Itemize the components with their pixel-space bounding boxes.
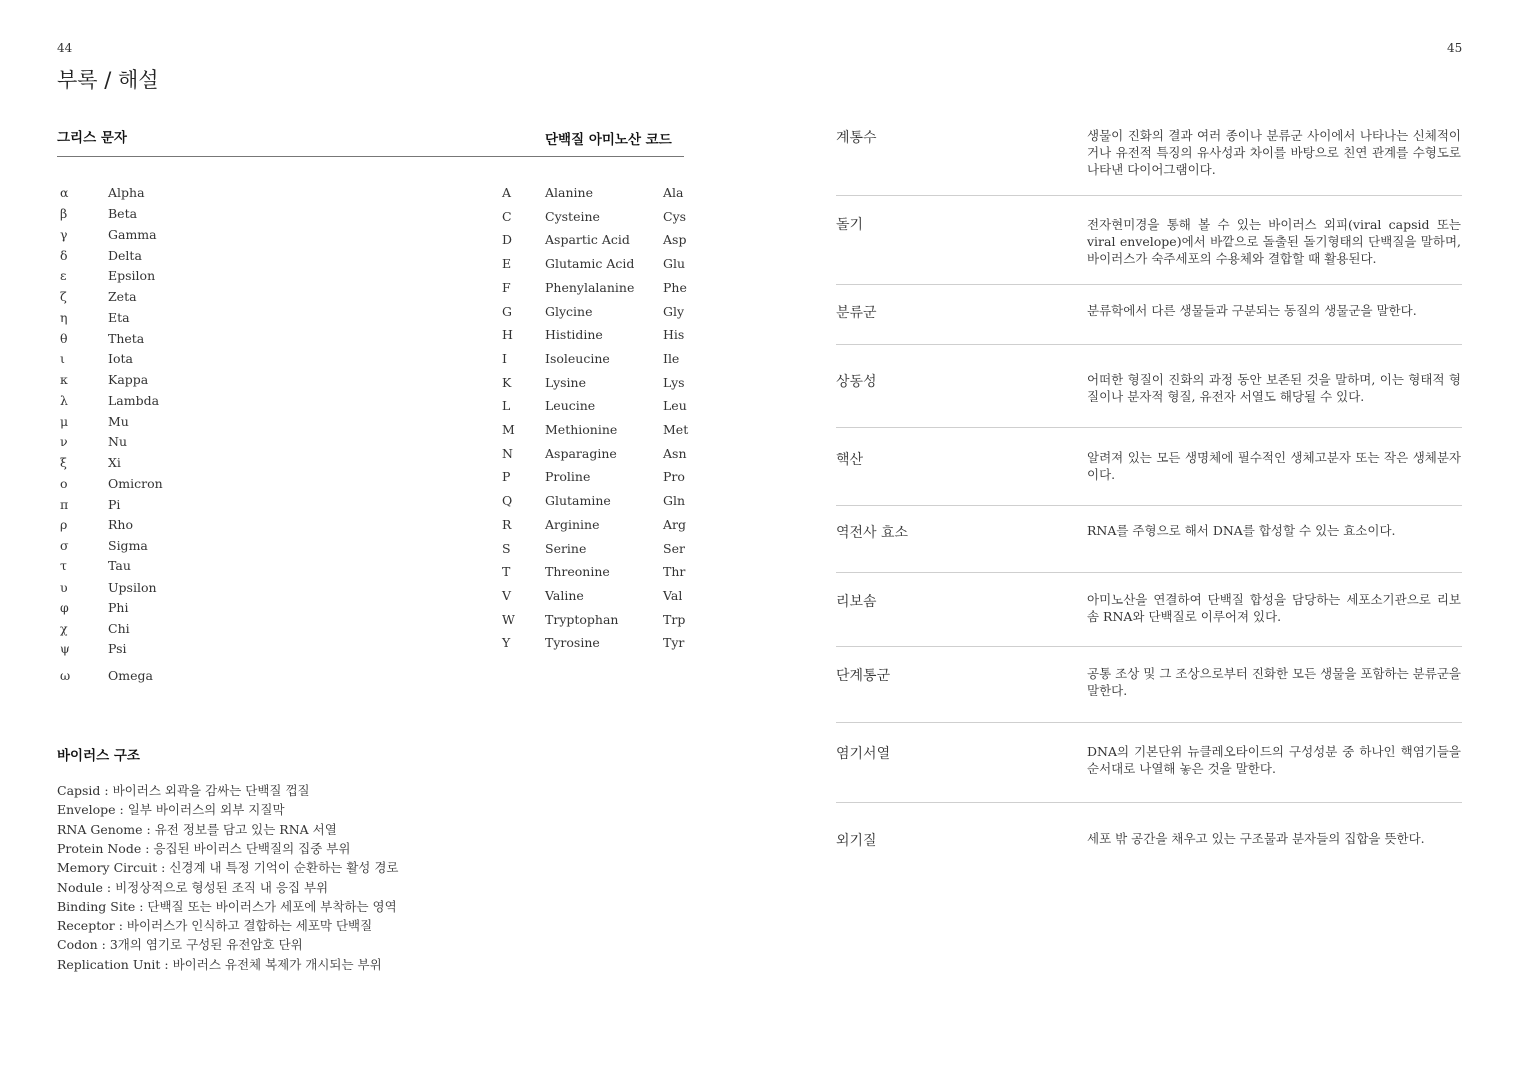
- amino-letter: S: [502, 540, 511, 556]
- amino-code: Pro: [663, 469, 685, 485]
- amino-name: Methionine: [545, 422, 618, 437]
- glossary-separator: [836, 344, 1462, 345]
- greek-symbol: δ: [60, 248, 68, 263]
- amino-letter: H: [502, 327, 513, 343]
- amino-letter: I: [502, 350, 507, 366]
- glossary-term: 외기질: [836, 833, 877, 849]
- greek-name: Kappa: [108, 372, 149, 387]
- greek-letters-heading: 그리스 문자: [57, 130, 127, 146]
- greek-symbol: κ: [60, 372, 68, 387]
- virus-structure-item: Capsid : 바이러스 외곽을 감싸는 단백질 껍질: [57, 783, 310, 798]
- greek-name: Xi: [108, 455, 121, 470]
- virus-structure-heading: 바이러스 구조: [57, 748, 140, 764]
- virus-structure-item: Nodule : 비정상적으로 형성된 조직 내 응집 부위: [57, 879, 329, 895]
- amino-name: Arginine: [545, 516, 600, 532]
- glossary-term: 분류군: [836, 305, 877, 321]
- glossary-term: 염기서열: [836, 746, 891, 762]
- virus-structure-item: Codon : 3개의 염기로 구성된 유전암호 단위: [57, 937, 303, 953]
- greek-name: Sigma: [108, 538, 148, 553]
- glossary-definition: 세포 밖 공간을 채우고 있는 구조물과 분자들의 집합을 뜻한다.: [1087, 831, 1425, 846]
- amino-name: Serine: [545, 540, 587, 556]
- virus-structure-item: Receptor : 바이러스가 인식하고 결합하는 세포막 단백질: [57, 918, 373, 934]
- amino-code: Ser: [663, 540, 685, 556]
- greek-symbol: ψ: [60, 641, 70, 656]
- greek-name: Rho: [108, 517, 133, 532]
- greek-symbol: ξ: [60, 455, 67, 470]
- greek-name: Eta: [108, 310, 130, 325]
- page-title: 부록 / 해설: [57, 68, 159, 92]
- greek-symbol: α: [60, 185, 69, 200]
- amino-code: His: [663, 327, 685, 343]
- amino-code: Ile: [663, 350, 680, 366]
- greek-symbol: β: [60, 206, 68, 221]
- amino-name: Isoleucine: [545, 350, 610, 366]
- amino-name: Alanine: [545, 185, 593, 200]
- glossary-term: 단계통군: [836, 668, 891, 684]
- amino-name: Glutamic Acid: [545, 256, 635, 272]
- greek-symbol: τ: [60, 558, 67, 573]
- glossary-term: 역전사 효소: [836, 525, 909, 541]
- glossary-term: 리보솜: [836, 594, 877, 610]
- amino-letter: V: [502, 587, 512, 603]
- amino-name: Asparagine: [545, 445, 617, 461]
- amino-letter: W: [502, 611, 515, 627]
- amino-letter: K: [502, 374, 512, 390]
- glossary-separator: [836, 284, 1462, 285]
- greek-name: Tau: [108, 558, 131, 573]
- amino-letter: T: [502, 564, 511, 580]
- greek-name: Lambda: [108, 393, 160, 408]
- greek-symbol: μ: [60, 414, 69, 429]
- amino-code: Gly: [663, 303, 685, 319]
- greek-name: Phi: [108, 600, 129, 615]
- greek-symbol: ν: [60, 434, 68, 449]
- greek-symbol: ι: [60, 351, 65, 366]
- greek-name: Chi: [108, 621, 130, 636]
- amino-name: Valine: [545, 587, 584, 603]
- greek-name: Beta: [108, 206, 138, 221]
- amino-code: Cys: [663, 208, 687, 224]
- amino-letter: P: [502, 469, 511, 485]
- greek-symbol: ω: [60, 668, 71, 683]
- greek-name: Pi: [108, 497, 121, 512]
- greek-name: Iota: [108, 351, 133, 366]
- greek-name: Gamma: [108, 227, 157, 242]
- amino-letter: F: [502, 279, 511, 295]
- amino-name: Phenylalanine: [545, 279, 635, 295]
- greek-name: Mu: [108, 414, 129, 429]
- amino-name: Cysteine: [545, 208, 600, 224]
- amino-name: Tryptophan: [545, 611, 619, 627]
- glossary-term: 계통수: [836, 130, 877, 146]
- amino-code: Tyr: [663, 635, 685, 651]
- amino-code: Asp: [663, 232, 687, 248]
- greek-name: Psi: [108, 641, 127, 656]
- amino-letter: N: [502, 445, 513, 461]
- amino-letter: L: [502, 398, 511, 414]
- greek-name: Epsilon: [108, 268, 156, 283]
- amino-code: Arg: [663, 516, 687, 532]
- amino-letter: D: [502, 232, 513, 248]
- greek-symbol: χ: [60, 621, 68, 636]
- greek-symbol: θ: [60, 331, 68, 346]
- greek-symbol: ρ: [60, 517, 68, 532]
- amino-name: Aspartic Acid: [545, 232, 630, 248]
- amino-name: Proline: [545, 469, 591, 485]
- amino-letter: G: [502, 303, 512, 319]
- amino-code: Met: [663, 422, 689, 437]
- greek-symbol: υ: [60, 580, 68, 595]
- page-number-right: 45: [1447, 41, 1463, 55]
- amino-code: Thr: [663, 564, 686, 580]
- glossary-separator: [836, 505, 1462, 506]
- virus-structure-item: RNA Genome : 유전 정보를 담고 있는 RNA 서열: [57, 821, 337, 837]
- glossary-definition: 전자현미경을 통해 볼 수 있는 바이러스 외피(viral capsid 또는 viral envelope)에서 바깥으로 돌출된 돌기형태의 단백질을 말하며, 바이러스가 숙주세포의 수용체와 결합할 때 활용된다.: [1087, 217, 1461, 266]
- greek-name: Omicron: [108, 476, 163, 491]
- amino-name: Glycine: [545, 303, 593, 319]
- amino-code: Glu: [663, 256, 686, 272]
- amino-code: Leu: [663, 398, 687, 414]
- amino-code: Trp: [663, 611, 686, 627]
- greek-name: Alpha: [108, 185, 145, 200]
- greek-symbol: ο: [60, 476, 68, 491]
- greek-symbol: ε: [60, 268, 67, 283]
- page-number-left: 44: [57, 41, 73, 55]
- amino-letter: Y: [502, 635, 511, 651]
- greek-symbol: ζ: [60, 289, 67, 304]
- amino-letter: E: [502, 256, 512, 272]
- greek-symbol: φ: [60, 600, 69, 615]
- greek-symbol: π: [60, 497, 69, 512]
- amino-letter: C: [502, 208, 512, 224]
- greek-name: Omega: [108, 668, 153, 683]
- section-divider: [57, 156, 684, 157]
- greek-symbol: σ: [60, 538, 69, 553]
- glossary-definition: 아미노산을 연결하여 단백질 합성을 담당하는 세포소기관으로 리보솜 RNA와 단백질로 이루어져 있다.: [1087, 592, 1461, 624]
- greek-name: Zeta: [108, 289, 137, 304]
- glossary-separator: [836, 802, 1462, 803]
- glossary-definition: DNA의 기본단위 뉴클레오타이드의 구성성분 중 하나인 핵염기들을 순서대로 나열해 놓은 것을 말한다.: [1087, 744, 1461, 776]
- glossary-term: 핵산: [836, 452, 864, 468]
- virus-structure-item: Envelope : 일부 바이러스의 외부 지질막: [57, 802, 285, 818]
- virus-structure-item: Protein Node : 응집된 바이러스 단백질의 집중 부위: [57, 840, 351, 856]
- amino-acid-heading: 단백질 아미노산 코드: [545, 132, 672, 148]
- amino-name: Leucine: [545, 398, 596, 414]
- virus-structure-item: Replication Unit : 바이러스 유전체 복제가 개시되는 부위: [57, 956, 382, 972]
- amino-letter: A: [502, 185, 512, 200]
- amino-code: Asn: [663, 445, 687, 461]
- amino-code: Lys: [663, 374, 685, 390]
- amino-code: Gln: [663, 493, 686, 509]
- greek-name: Upsilon: [108, 580, 157, 595]
- amino-code: Val: [663, 587, 683, 603]
- glossary-separator: [836, 572, 1462, 573]
- amino-code: Phe: [663, 279, 687, 295]
- greek-name: Theta: [108, 331, 145, 346]
- glossary-definition: RNA를 주형으로 해서 DNA를 합성할 수 있는 효소이다.: [1087, 523, 1396, 538]
- glossary-definition: 공통 조상 및 그 조상으로부터 진화한 모든 생물을 포함하는 분류군을 말한다.: [1087, 666, 1461, 698]
- glossary-separator: [836, 646, 1462, 647]
- glossary-term: 상동성: [836, 374, 877, 390]
- glossary-definition: 어떠한 형질이 진화의 과정 동안 보존된 것을 말하며, 이는 형태적 형질이나 분자적 형질, 유전자 서열도 해당될 수 있다.: [1087, 372, 1461, 404]
- glossary-term: 돌기: [836, 217, 864, 233]
- amino-letter: Q: [502, 493, 513, 509]
- amino-name: Threonine: [545, 564, 610, 580]
- amino-name: Histidine: [545, 327, 603, 343]
- amino-name: Glutamine: [545, 493, 611, 509]
- greek-name: Delta: [108, 248, 142, 263]
- glossary-definition: 분류학에서 다른 생물들과 구분되는 동질의 생물군을 말한다.: [1087, 303, 1417, 318]
- glossary-separator: [836, 195, 1462, 196]
- glossary-definition: 알려져 있는 모든 생명체에 필수적인 생체고분자 또는 작은 생체분자이다.: [1087, 450, 1461, 482]
- glossary-separator: [836, 427, 1462, 428]
- greek-symbol: λ: [60, 393, 68, 408]
- amino-letter: R: [502, 516, 512, 532]
- amino-name: Lysine: [545, 374, 587, 390]
- virus-structure-item: Memory Circuit : 신경계 내 특정 기억이 순환하는 활성 경로: [57, 860, 399, 876]
- amino-letter: M: [502, 422, 515, 437]
- greek-name: Nu: [108, 434, 127, 449]
- virus-structure-item: Binding Site : 단백질 또는 바이러스가 세포에 부착하는 영역: [57, 898, 397, 914]
- glossary-definition: 생물이 진화의 결과 여러 종이나 분류군 사이에서 나타나는 신체적이거나 유전적 특징의 유사성과 차이를 바탕으로 친연 관계를 수형도로 나타낸 다이어그램이다.: [1087, 128, 1461, 177]
- greek-symbol: γ: [60, 227, 68, 242]
- amino-name: Tyrosine: [545, 635, 600, 651]
- amino-code: Ala: [663, 185, 684, 200]
- glossary-separator: [836, 722, 1462, 723]
- greek-symbol: η: [60, 310, 68, 325]
